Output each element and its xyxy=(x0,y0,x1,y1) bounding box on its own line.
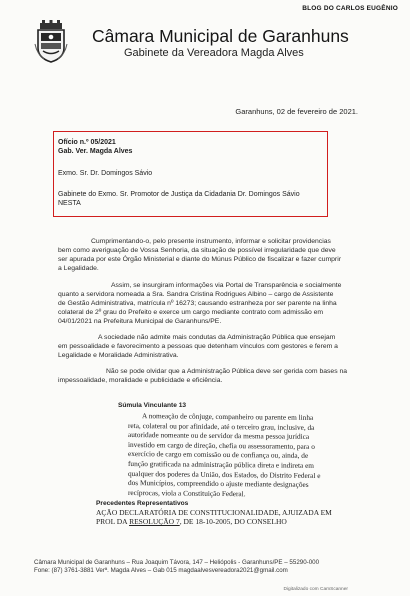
paragraph-line: em pessoalidade e favorecimento a pessoas que detenham vínculos com gestores e ferem a xyxy=(58,342,338,350)
sumula-line: dos Municípios, compreendido o ajuste mediante designações xyxy=(128,478,309,490)
paragraph-2 xyxy=(58,282,342,327)
paragraph-line: a Legalidade. xyxy=(58,264,99,272)
resolucao-link[interactable]: RESOLUÇÃO 7 xyxy=(129,517,180,527)
paragraph-1 xyxy=(58,238,341,274)
sumula-line: autoridade nomeante ou de servidor da mesma pessoa jurídica xyxy=(128,430,310,442)
paragraph-line: bem como averiguação de Vossa Senhoria, da situação de possível irregularidade que deve xyxy=(58,246,336,254)
sumula-line: investido em cargo de direção, chefia ou assessoramento, para o xyxy=(128,439,315,451)
precedentes-line xyxy=(96,517,354,526)
page-footer xyxy=(34,559,319,575)
recipient-name: Exmo. Sr. Dr. Domingos Sávio xyxy=(58,170,153,177)
oficio-number: Ofício n.º 05/2021 xyxy=(58,139,116,146)
paragraph-line: Legalidade e Moralidade Administrativa. xyxy=(58,351,179,359)
paragraph-line: Não se pode olvidar que a Administração Pública deve ser gerida com bases na xyxy=(106,368,348,375)
sumula-line: função gratificada na administração pública direta e indireta em xyxy=(128,458,314,470)
paragraph-line: ser apurada por este Órgão Ministerial e diante do Múnus Público de fiscalizar e fazer cumprir xyxy=(58,255,341,263)
header-subtitle: Gabinete da Vereadora Magda Alves xyxy=(124,47,304,59)
blog-watermark-tag: BLOG DO CARLOS EUGÊNIO xyxy=(302,5,398,12)
sumula-line: recíprocas, viola a Constituição Federal. xyxy=(128,487,246,498)
paragraph-line: colateral de 2º grau do Prefeito e exerce um cargo mediante contrato com admissão em xyxy=(58,308,324,316)
precedentes-title: Precedentes Representativos xyxy=(96,500,189,507)
document-date: Garanhuns, 02 de fevereiro de 2021. xyxy=(235,107,358,116)
paragraph-line: impessoalidade, moralidade e publicidade e eficiência. xyxy=(58,376,223,384)
paragraph-4 xyxy=(58,368,348,386)
paragraph-3 xyxy=(58,334,348,361)
sumula-line: reta, colateral ou por afinidade, até o terceiro grau, inclusive, da xyxy=(128,420,315,432)
recipient-office: Gabinete do Exmo. Sr. Promotor de Justiça da Cidadania Dr. Domingos Sávio xyxy=(58,191,300,198)
footer-contact: Fone: (87) 3761-3881 Verª. Magda Alves – Gab 015 magdaalvesvereadora2021@gmail.com xyxy=(34,567,288,574)
footer-address: Câmara Municipal de Garanhuns – Rua Joaquim Távora, 147 – Heliópolis - Garanhuns/PE – 55290-000 xyxy=(34,559,320,566)
precedentes-text-part: , DE 18-10-2005, DO CONSELHO xyxy=(179,517,287,527)
paragraph-line: quanto a servidora nomeada a Sra. Sandra Cristina Rodrigues Albino – cargo de Assistente xyxy=(58,290,334,298)
sumula-text xyxy=(128,411,358,500)
paragraph-line: Cumprimentando-o, pelo presente instrumento, informar e solicitar providencias xyxy=(91,238,331,245)
coat-of-arms-icon xyxy=(34,20,68,64)
sumula-line: qualquer dos poderes da União, dos Estados, do Distrito Federal e xyxy=(128,468,321,480)
precedentes-text xyxy=(96,508,354,527)
office-gab: Gab. Ver. Magda Alves xyxy=(58,148,133,155)
paragraph-line: 04/01/2021 na Prefeitura Municipal de Garanhuns/PE. xyxy=(58,317,222,325)
recipient-city: NESTA xyxy=(58,200,81,207)
paragraph-line: Assim, se insurgiram informações via Portal de Transparência e socialmente xyxy=(111,282,342,289)
sumula-line: exercício de cargo em comissão ou de confiança ou, ainda, de xyxy=(128,449,309,461)
scanner-note: Digitalizado com CamScanner xyxy=(283,587,348,592)
paragraph-line: de Gestão Administrativa, matrícula nº 16273; causando estranheza por ser parente na linha xyxy=(58,299,337,307)
sumula-line: A nomeação de cônjuge, companheiro ou parente em linha xyxy=(142,411,314,422)
precedentes-line: AÇÃO DECLARATÓRIA DE CONSTITUCIONALIDADE, AJUIZADA EM xyxy=(96,508,332,517)
header-title: Câmara Municipal de Garanhuns xyxy=(92,26,349,46)
sumula-title: Súmula Vinculante 13 xyxy=(118,402,187,409)
precedentes-text-part: PROL DA xyxy=(96,517,130,527)
paragraph-line: A sociedade não admite mais condutas da Administração Pública que ensejam xyxy=(98,334,336,341)
